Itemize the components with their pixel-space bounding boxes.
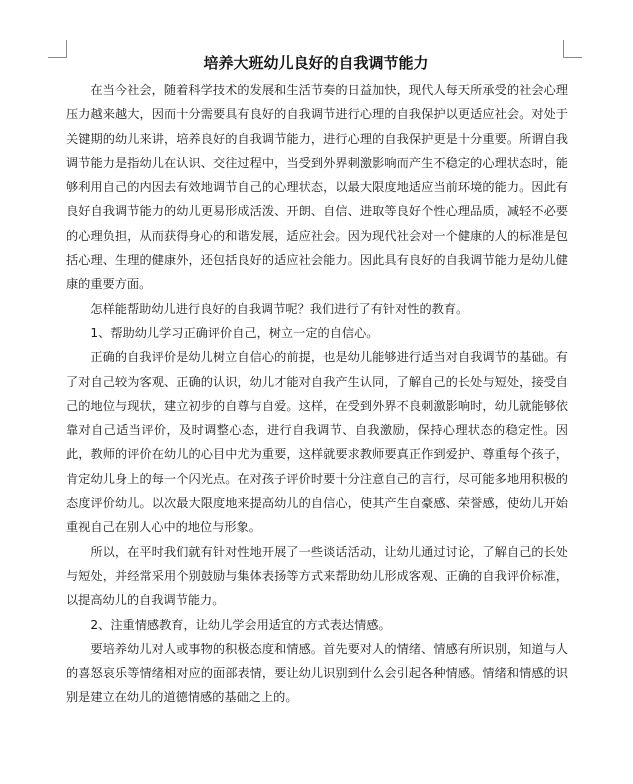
paragraph-self-evaluation: 正确的自我评价是幼儿树立自信心的前提，也是幼儿能够进行适当对自我调节的基础。有了对自己较为客观、正确的认识，幼儿才能对自我产生认同，了解自己的长处与短处，接受自己的地位与现状，建立初步的自尊与自爱。这样，在受到外界不良刺激影响时，幼儿就能够依靠对自己适当评价，及时调整心态，进行自我调节、自我激励，保持心理状态的稳定性。因此，教师的评价在幼儿的心目中尤为重要，这样就要求教师要真正作到爱护、尊重每个孩子，肯定幼儿身上的每一个闪光点。在对孩子评价时要十分注意自己的言行，尽可能多地用积极的态度评价幼儿。以次最大限度地来提高幼儿的自信心，使其产生自豪感、荣誉感，使幼儿开始重视自己在别人心中的地位与形象。 [66,350,568,535]
paragraph-emotion: 要培养幼儿对人或事物的积极态度和情感。首先要对人的情绪、情感有所识别，知道与人的喜怒哀乐等情绪相对应的面部表情，要让幼儿识别到什么会引起各种情感。情绪和情感的识别是建立在幼儿的道德情感的基础之上的。 [66,641,568,705]
document-body [66,78,568,710]
section-heading-1: 1、帮助幼儿学习正确评价自己，树立一定的自信心。 [90,325,379,340]
section-heading-2: 2、注重情感教育，让幼儿学会用适宜的方式表达情感。 [90,617,391,632]
paragraph-question: 怎样能帮助幼儿进行良好的自我调节呢？我们进行了有针对性的教育。 [90,301,469,316]
paragraph-intro: 在当今社会，随着科学技术的发展和生活节奏的日益加快，现代人每天所承受的社会心理压力越来越大，因而十分需要具有良好的自我调节进行心理的自我保护以更适应社会。对处于关键期的幼儿来讲，培养良好的自我调节能力，进行心理的自我保护更是十分重要。所谓自我调节能力是指幼儿在认识、交往过程中，当受到外界刺激影响而产生不稳定的心理状态时，能够利用自己的内因去有效地调节自己的心理状态，以最大限度地适应当前环境的能力。因此有良好自我调节能力的幼儿更易形成活泼、开朗、自信、进取等良好个性心理品质，减轻不必要的心理负担，从而获得身心的和谐发展，适应社会。因为现代社会对一个健康的人的标准是包括心理、生理的健康外，还包括良好的适应社会能力。因此具有良好的自我调节能力是幼儿健康的重要方面。 [66,83,568,292]
document-title: 培养大班幼儿良好的自我调节能力 [203,54,429,72]
paragraph-activities: 所以，在平时我们就有针对性地开展了一些谈话活动，让幼儿通过讨论，了解自己的长处与短处，并经常采用个别鼓励与集体表扬等方式来帮助幼儿形成客观、正确的自我评价标准，以提高幼儿的自我调节能力。 [66,544,568,608]
margin-mark-top-left-horizontal [48,57,67,58]
